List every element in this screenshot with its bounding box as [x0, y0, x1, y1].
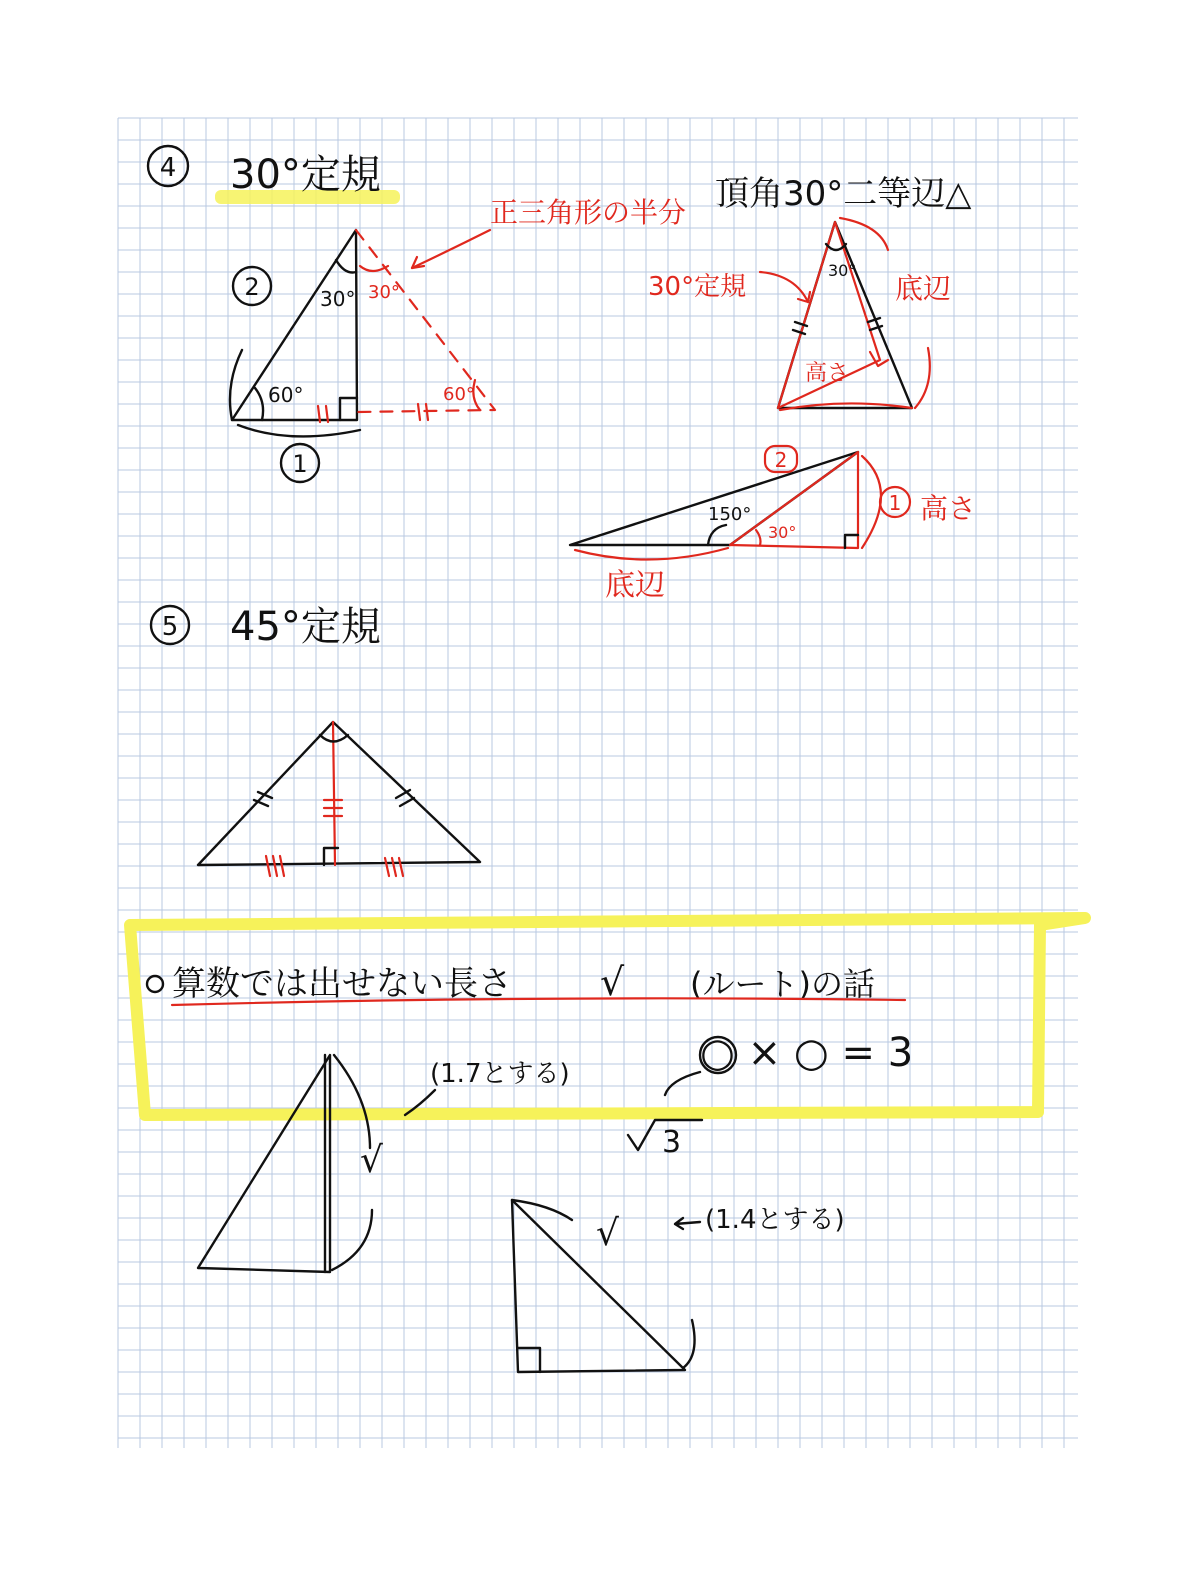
note-1-4: (1.4とする) — [705, 1205, 845, 1235]
angle-arc-30 — [336, 260, 356, 273]
base-side-arc — [915, 348, 930, 408]
base-brace — [238, 425, 360, 436]
tall-upper-arc — [334, 1055, 370, 1148]
tall-root-symbol: √ — [360, 1140, 383, 1181]
obtuse-angle-label: 150° — [708, 504, 752, 525]
hypotenuse-label: 2 — [244, 273, 260, 301]
acute-arc-30 — [756, 530, 761, 545]
obtuse-height-label: 高さ — [920, 492, 977, 525]
isosceles-height-label: 高さ — [805, 361, 850, 386]
section-4-heading: 30°定規 — [230, 152, 381, 198]
right-angle-mark — [340, 398, 357, 420]
side-arc — [840, 218, 888, 250]
angle-30-label: 30° — [320, 287, 356, 311]
highlight-frame — [130, 918, 1085, 1115]
ruler-label-arrow — [760, 272, 808, 302]
base-tick-left — [266, 856, 284, 876]
root-heading: 算数では出せない長さ — [172, 964, 512, 1004]
note-1-4-arrow — [675, 1218, 700, 1229]
root-right-angle — [518, 1348, 540, 1372]
mirror-angle-30: 30° — [368, 282, 400, 303]
equation-arrow — [665, 1072, 700, 1095]
section-5-title — [151, 604, 381, 650]
apex-30-isosceles-heading: 頂角30°二等辺△ — [715, 174, 972, 214]
left-30-60-90-triangle — [230, 230, 495, 482]
section-5-heading: 45°定規 — [230, 604, 381, 650]
half-note-arrow — [412, 230, 490, 268]
bullet-circle — [147, 976, 163, 992]
sqrt3-value: 3 — [662, 1125, 682, 1160]
base-tick-right — [385, 858, 403, 876]
height-number: 1 — [888, 491, 902, 515]
equation: ○ × ○ = 3 — [700, 1030, 914, 1076]
root-box — [130, 918, 1085, 1372]
apex-angle-label: 30° — [828, 261, 857, 280]
ruler-30-label: 30°定規 — [648, 272, 747, 302]
section-4-title — [148, 146, 400, 204]
altitude-tick — [324, 800, 342, 816]
mirror-angle-60: 60° — [443, 384, 475, 405]
angle-60-label: 60° — [268, 383, 304, 407]
right-isosceles-45-triangle — [198, 722, 480, 876]
root-lower-arc — [683, 1320, 695, 1368]
obtuse-right-angle — [845, 535, 858, 548]
half-equilateral-note: 正三角形の半分 — [490, 196, 687, 229]
root-symbol: √ — [600, 960, 625, 1004]
root-heading-tail: (ルート)の話 — [690, 965, 875, 1003]
isosceles-base-label: 底辺 — [895, 272, 952, 305]
acute-angle-label: 30° — [768, 523, 797, 542]
base-label: 1 — [292, 450, 308, 478]
note-1-7: (1.7とする) — [430, 1059, 570, 1089]
section-4-number: 4 — [159, 153, 177, 183]
tall-triangle — [198, 1055, 330, 1272]
root-right-symbol: √ — [596, 1213, 619, 1254]
obtuse-side-label: 2 — [774, 448, 788, 472]
obtuse-arc-150 — [708, 525, 726, 545]
section-5-number: 5 — [161, 612, 179, 642]
obtuse-base-label: 底辺 — [605, 568, 665, 603]
